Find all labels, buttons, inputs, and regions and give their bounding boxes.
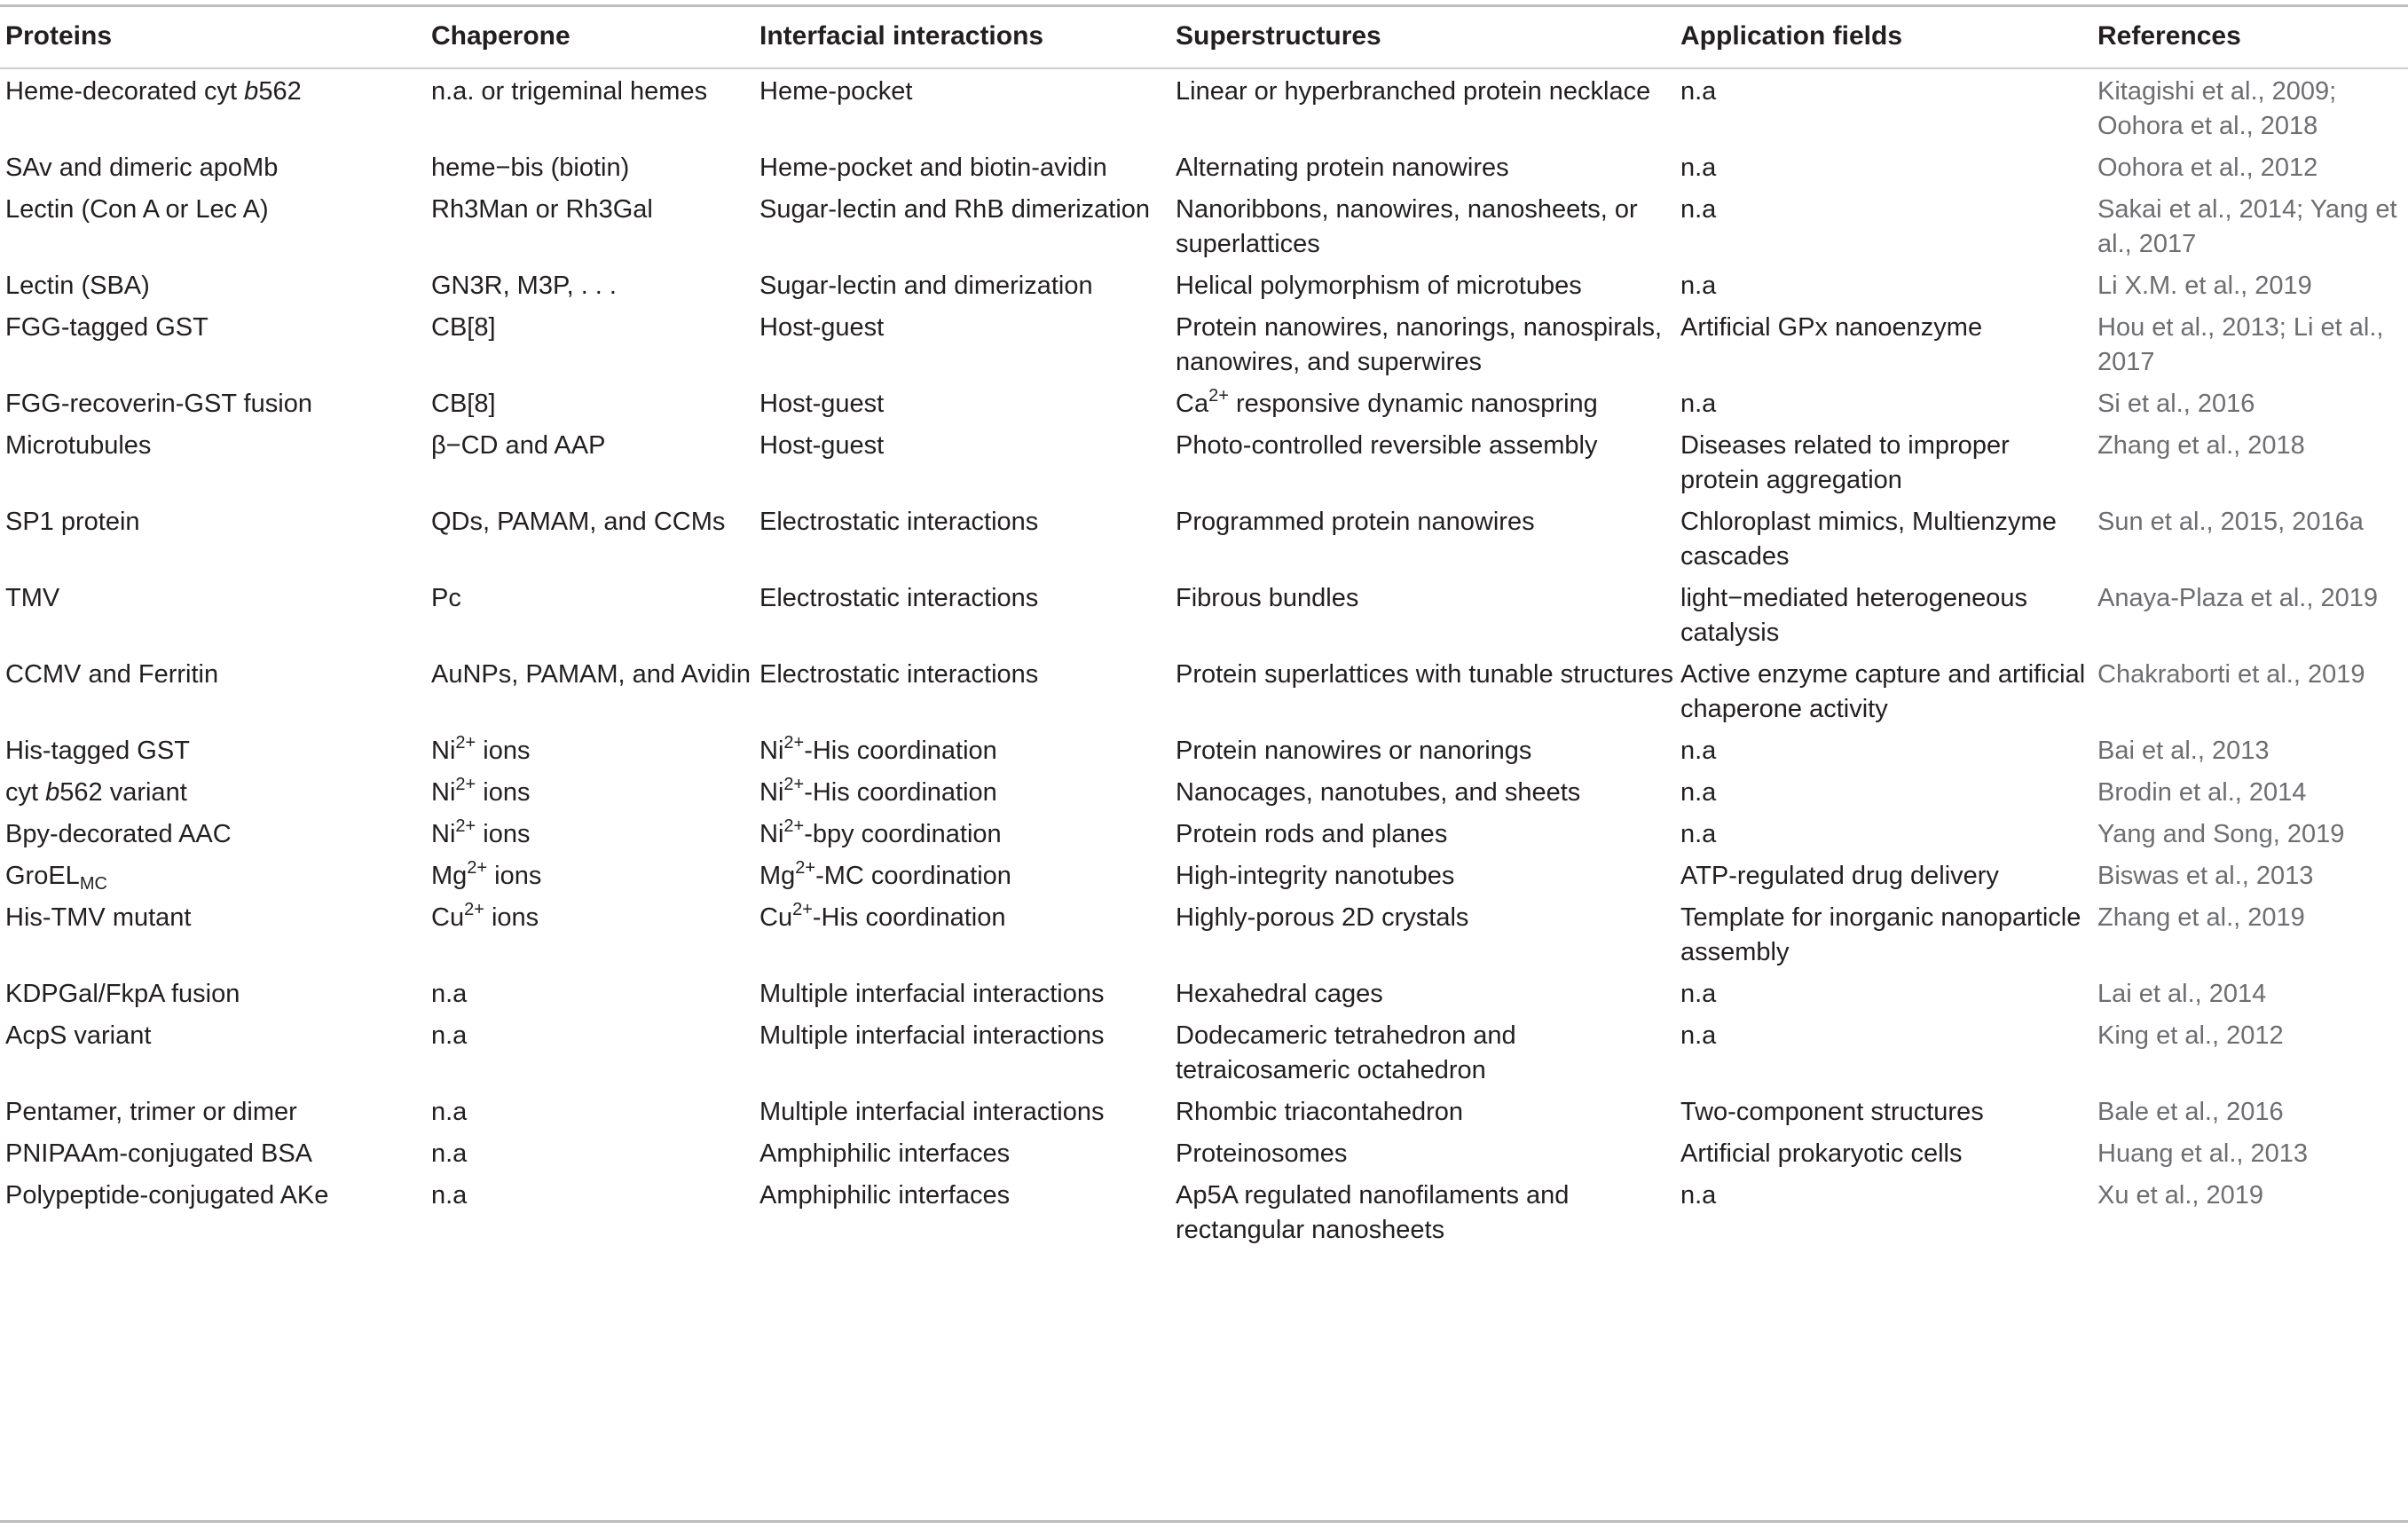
cell-interaction: Multiple interfacial interactions: [759, 1098, 1105, 1126]
cell-references: Xu et al., 2019: [2097, 1181, 2264, 1210]
cell-superstructure: Rhombic triacontahedron: [1176, 1098, 1464, 1126]
table-row: [0, 732, 2408, 774]
cell-references: Si et al., 2016: [2097, 390, 2255, 418]
table-row: [0, 149, 2408, 191]
cell-references: Chakraborti et al., 2019: [2097, 660, 2365, 689]
table-row: [0, 1135, 2408, 1177]
header-row: [0, 7, 2408, 66]
cell-references: Zhang et al., 2018: [2097, 431, 2305, 460]
cell-protein: His-TMV mutant: [5, 903, 192, 932]
cell-application: n.a: [1680, 820, 1717, 848]
header-superstructures: Superstructures: [1176, 21, 1381, 51]
cell-application: ATP-regulated drug delivery: [1680, 862, 1999, 890]
cell-application: Chloroplast mimics, Multienzyme cascades: [1680, 508, 2057, 571]
cell-superstructure: Programmed protein nanowires: [1176, 508, 1535, 536]
header-references: References: [2097, 21, 2241, 51]
cell-interaction: Host-guest: [759, 390, 885, 418]
cell-interaction: Electrostatic interactions: [759, 508, 1039, 536]
cell-protein: SAv and dimeric apoMb: [5, 154, 279, 182]
cell-interaction: Sugar-lectin and dimerization: [759, 272, 1093, 300]
cell-application: n.a: [1680, 980, 1717, 1008]
cell-superstructure: Photo-controlled reversible assembly: [1176, 431, 1598, 460]
table-row: [0, 774, 2408, 816]
table-row: [0, 1017, 2408, 1093]
table-body: [0, 66, 2408, 1253]
table-row: [0, 899, 2408, 975]
table-row: [0, 73, 2408, 149]
cell-superstructure: Alternating protein nanowires: [1176, 154, 1509, 182]
cell-interaction: Host-guest: [759, 431, 885, 460]
cell-references: Li X.M. et al., 2019: [2097, 272, 2312, 300]
cell-references: Biswas et al., 2013: [2097, 862, 2314, 890]
table-row: [0, 1177, 2408, 1253]
cell-references: Bale et al., 2016: [2097, 1098, 2284, 1126]
cell-interaction: $Ni^{2+}$-bpy coordination: [759, 816, 1002, 848]
cell-application: Template for inorganic nanoparticle assembly: [1680, 903, 2081, 966]
cell-chaperone: β−CD and AAP: [431, 431, 606, 460]
cell-references: Lai et al., 2014: [2097, 980, 2267, 1008]
cell-application: n.a: [1680, 77, 1717, 106]
cell-interaction: Sugar-lectin and RhB dimerization: [759, 195, 1151, 224]
cell-application: n.a: [1680, 778, 1717, 807]
cell-references: King et al., 2012: [2097, 1021, 2284, 1050]
cell-chaperone: $Mg^{2+}$ ions: [431, 858, 542, 890]
table-row: [0, 975, 2408, 1017]
table-row: [0, 816, 2408, 857]
cell-application: Two-component structures: [1680, 1098, 1984, 1126]
cell-interaction: $Ni^{2+}$-His coordination: [759, 733, 997, 765]
cell-application: light−mediated heterogeneous catalysis: [1680, 584, 2027, 647]
cell-chaperone: $Cu^{2+}$ ions: [431, 900, 539, 932]
cell-protein: AcpS variant: [5, 1021, 152, 1050]
cell-superstructure: Helical polymorphism of microtubes: [1176, 272, 1582, 300]
cell-protein: Bpy-decorated AAC: [5, 820, 232, 848]
cell-superstructure: Protein nanowires, nanorings, nanospirals, nanowires, and superwires: [1176, 313, 1663, 376]
cell-protein: Lectin (Con A or Lec A): [5, 195, 269, 224]
cell-chaperone: Rh3Man or Rh3Gal: [431, 195, 653, 224]
cell-superstructure: Protein nanowires or nanorings: [1176, 737, 1532, 765]
cell-protein: His-tagged GST: [5, 737, 190, 765]
cell-references: Kitagishi et al., 2009; Oohora et al., 2018: [2097, 77, 2337, 140]
table-row: [0, 385, 2408, 427]
table-row: [0, 427, 2408, 503]
table-bottom-rule: [0, 1520, 2408, 1523]
cell-superstructure: Highly-porous 2D crystals: [1176, 903, 1469, 932]
cell-protein: Heme-decorated cyt b562: [5, 77, 302, 106]
table-row: [0, 503, 2408, 579]
table-row: [0, 579, 2408, 656]
cell-superstructure: $Ca^{2+}$ responsive dynamic nanospring: [1176, 386, 1598, 418]
cell-application: Artificial prokaryotic cells: [1680, 1139, 1963, 1168]
cell-superstructure: Hexahedral cages: [1176, 980, 1383, 1008]
cell-references: Brodin et al., 2014: [2097, 778, 2307, 807]
cell-chaperone: $Ni^{2+}$ ions: [431, 733, 531, 765]
header-chaperone: Chaperone: [431, 21, 571, 51]
cell-interaction: Multiple interfacial interactions: [759, 980, 1105, 1008]
cell-chaperone: Pc: [431, 584, 461, 612]
cell-application: n.a: [1680, 272, 1717, 300]
cell-protein: FGG-tagged GST: [5, 313, 209, 342]
table-row: [0, 656, 2408, 732]
header-proteins: Proteins: [5, 21, 113, 51]
cell-superstructure: Linear or hyperbranched protein necklace: [1176, 77, 1651, 106]
header-application-fields: Application fields: [1680, 21, 1903, 51]
cell-references: Zhang et al., 2019: [2097, 903, 2305, 932]
header-interfacial-interactions: Interfacial interactions: [759, 21, 1044, 51]
cell-protein: cyt b562 variant: [5, 778, 187, 807]
cell-superstructure: Nanoribbons, nanowires, nanosheets, or superlattices: [1176, 195, 1638, 258]
cell-references: Huang et al., 2013: [2097, 1139, 2309, 1168]
cell-references: Hou et al., 2013; Li et al., 2017: [2097, 313, 2384, 376]
cell-references: Anaya-Plaza et al., 2019: [2097, 584, 2378, 612]
cell-interaction: Multiple interfacial interactions: [759, 1021, 1105, 1050]
cell-chaperone: heme−bis (biotin): [431, 154, 630, 182]
table-row: [0, 1093, 2408, 1135]
data-table: [0, 7, 2408, 1253]
cell-protein: CCMV and Ferritin: [5, 660, 219, 689]
cell-application: Active enzyme capture and artificial chaperone activity: [1680, 660, 2086, 723]
table-row: [0, 857, 2408, 899]
cell-superstructure: High-integrity nanotubes: [1176, 862, 1455, 890]
cell-protein: GroEL$_{MC}$: [5, 862, 107, 894]
cell-chaperone: n.a: [431, 980, 468, 1008]
cell-application: Artificial GPx nanoenzyme: [1680, 313, 1983, 342]
cell-chaperone: $Ni^{2+}$ ions: [431, 816, 531, 848]
table-row: [0, 267, 2408, 309]
table-row: [0, 309, 2408, 385]
cell-chaperone: AuNPs, PAMAM, and Avidin: [431, 660, 751, 689]
cell-chaperone: GN3R, M3P, . . .: [431, 272, 617, 300]
cell-chaperone: n.a: [431, 1098, 468, 1126]
spacer-row: [0, 66, 2408, 73]
cell-superstructure: Fibrous bundles: [1176, 584, 1359, 612]
cell-application: n.a: [1680, 737, 1717, 765]
cell-interaction: $Ni^{2+}$-His coordination: [759, 775, 997, 807]
cell-protein: Pentamer, trimer or dimer: [5, 1098, 297, 1126]
cell-protein: Polypeptide-conjugated AKe: [5, 1181, 329, 1210]
cell-application: Diseases related to improper protein aggregation: [1680, 431, 2010, 494]
cell-protein: Lectin (SBA): [5, 272, 150, 300]
cell-application: n.a: [1680, 1021, 1717, 1050]
cell-chaperone: n.a: [431, 1021, 468, 1050]
cell-chaperone: CB[8]: [431, 313, 496, 342]
cell-references: Sun et al., 2015, 2016a: [2097, 508, 2364, 536]
cell-protein: PNIPAAm-conjugated BSA: [5, 1139, 313, 1168]
cell-references: Sakai et al., 2014; Yang et al., 2017: [2097, 195, 2397, 258]
cell-chaperone: n.a. or trigeminal hemes: [431, 77, 708, 106]
cell-chaperone: n.a: [431, 1181, 468, 1210]
cell-references: Oohora et al., 2012: [2097, 154, 2318, 182]
table-row: [0, 191, 2408, 267]
cell-protein: KDPGal/FkpA fusion: [5, 980, 240, 1008]
cell-application: n.a: [1680, 195, 1717, 224]
cell-protein: FGG-recoverin-GST fusion: [5, 390, 312, 418]
cell-superstructure: Ap5A regulated nanofilaments and rectangular nanosheets: [1176, 1181, 1570, 1244]
cell-application: n.a: [1680, 1181, 1717, 1210]
cell-superstructure: Dodecameric tetrahedron and tetraicosameric octahedron: [1176, 1021, 1516, 1084]
cell-chaperone: CB[8]: [431, 390, 496, 418]
cell-interaction: $Cu^{2+}$-His coordination: [759, 900, 1006, 932]
cell-interaction: Heme-pocket: [759, 77, 913, 106]
cell-references: Bai et al., 2013: [2097, 737, 2270, 765]
cell-interaction: Electrostatic interactions: [759, 660, 1039, 689]
cell-superstructure: Protein rods and planes: [1176, 820, 1448, 848]
cell-interaction: Electrostatic interactions: [759, 584, 1039, 612]
cell-protein: SP1 protein: [5, 508, 140, 536]
cell-interaction: Heme-pocket and biotin-avidin: [759, 154, 1107, 182]
cell-chaperone: QDs, PAMAM, and CCMs: [431, 508, 726, 536]
cell-protein: TMV: [5, 584, 60, 612]
cell-superstructure: Protein superlattices with tunable structures: [1176, 660, 1673, 689]
cell-chaperone: n.a: [431, 1139, 468, 1168]
cell-interaction: Amphiphilic interfaces: [759, 1139, 1011, 1168]
cell-interaction: Amphiphilic interfaces: [759, 1181, 1011, 1210]
cell-interaction: Host-guest: [759, 313, 885, 342]
cell-protein: Microtubules: [5, 431, 152, 460]
cell-interaction: $Mg^{2+}-MC$ coordination: [759, 858, 1011, 890]
cell-superstructure: Nanocages, nanotubes, and sheets: [1176, 778, 1581, 807]
cell-superstructure: Proteinosomes: [1176, 1139, 1348, 1168]
cell-chaperone: $Ni^{2+}$ ions: [431, 775, 531, 807]
cell-references: Yang and Song, 2019: [2097, 820, 2345, 848]
cell-application: n.a: [1680, 154, 1717, 182]
cell-application: n.a: [1680, 390, 1717, 418]
